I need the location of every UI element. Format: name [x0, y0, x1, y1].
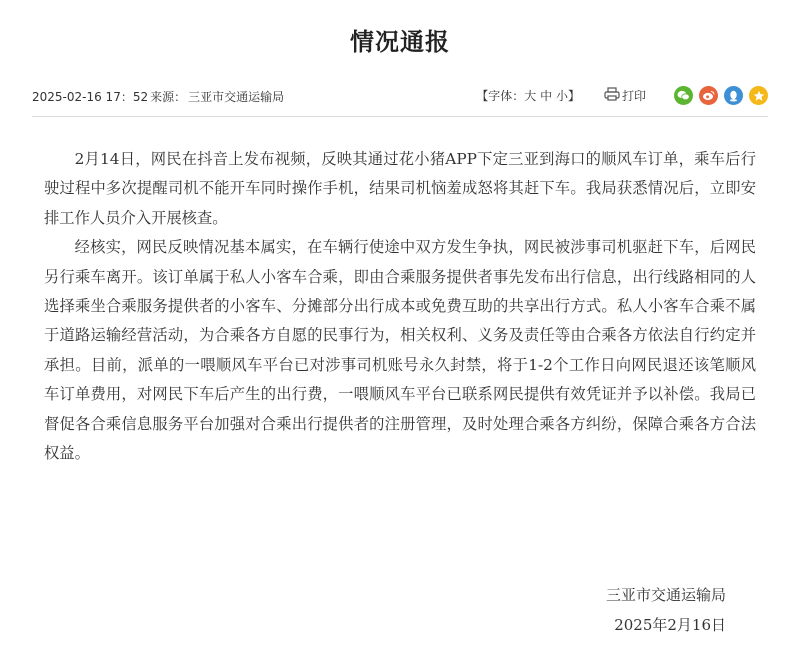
paragraph: 2月14日，网民在抖音上发布视频，反映其通过花小猪APP下定三亚到海口的顺风车订单，乘车后行驶过程中多次提醒司机不能开车同时操作手机，结果司机恼羞成怒将其赶下车。我局获悉情况后，立即安排工作人员介入开展核查。: [44, 150, 756, 227]
font-size-large-button[interactable]: 大: [524, 89, 537, 103]
article-body: [44, 145, 756, 468]
meta-tools: [476, 86, 768, 105]
font-size-control: [476, 87, 580, 104]
print-label: 打印: [621, 89, 646, 103]
signature-org: 三亚市交通运输局: [605, 586, 726, 604]
header-divider: [32, 116, 768, 117]
signature-date: 2025年2月16日: [614, 616, 726, 634]
print-button[interactable]: [604, 87, 646, 104]
source-name: 三亚市交通运输局: [188, 90, 285, 104]
signature: [606, 580, 726, 640]
qq-icon[interactable]: [724, 86, 743, 105]
publish-datetime: 2025-02-16 17：52: [32, 90, 149, 104]
qzone-icon[interactable]: [749, 86, 768, 105]
share-bar: [668, 86, 768, 105]
article-title: 情况通报: [350, 28, 450, 56]
wechat-icon[interactable]: [674, 86, 693, 105]
paragraph: 经核实，网民反映情况基本属实，在车辆行使途中双方发生争执，网民被涉事司机驱赶下车，后网民另行乘车离开。该订单属于私人小客车合乘，即由合乘服务提供者事先发布出行信息，出行线路相同的人选择乘坐合乘服务提供者的小客车、分摊部分出行成本或免费互助的共享出行方式。私人小客车合乘不属于道路运输经营活动，为合乘各方自愿的民事行为，相关权利、义务及责任等由合乘各方依法自行约定并承担。目前，派单的一喂顺风车平台已对涉事司机账号永久封禁，将于1-2个工作日向网民退还该笔顺风车订单费用，对网民下车后产生的出行费，一喂顺风车平台已联系网民提供有效凭证并予以补偿。我局已督促各合乘信息服务平台加强对合乘出行提供者的注册管理，及时处理合乘各方纠纷，保障合乘各方合法权益。: [44, 238, 756, 463]
font-size-medium-button[interactable]: 中: [540, 89, 553, 103]
article-meta: [32, 86, 768, 110]
weibo-icon[interactable]: [699, 86, 718, 105]
meta-info: [32, 88, 286, 105]
font-size-suffix: 】: [567, 89, 580, 103]
source-label: 来源：: [150, 90, 187, 104]
font-size-small-button[interactable]: 小: [555, 89, 568, 103]
font-size-prefix: 【字体：: [476, 89, 525, 103]
printer-icon: [604, 87, 622, 104]
